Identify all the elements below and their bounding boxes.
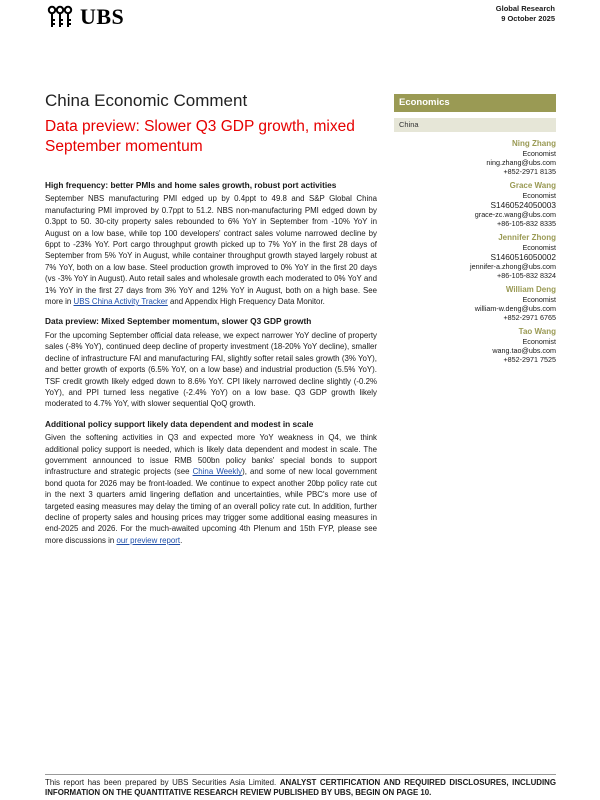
section-text-high-frequency [45,193,377,307]
author-name: Ning Zhang [512,139,556,148]
report-body [45,180,377,555]
author-entry [394,327,556,364]
section-text-policy-support [45,432,377,546]
author-email[interactable]: grace-zc.wang@ubs.com [474,210,556,219]
author-registration: S1460516050002 [490,252,556,262]
report-date: 9 October 2025 [501,14,555,23]
section-heading-data-preview: Data preview: Mixed September momentum, slower Q3 GDP growth [45,316,312,327]
author-role: Economist [522,337,556,346]
preview-report-link[interactable]: our preview report [116,535,181,545]
disclosure-footer [45,778,556,798]
author-email[interactable]: wang.tao@ubs.com [492,346,556,355]
author-phone: +852-2971 6765 [503,313,556,322]
department-label: Global Research [495,4,555,13]
author-role: Economist [522,149,556,158]
footer-bold-text: ANALYST CERTIFICATION AND REQUIRED DISCLOSURES, INCLUDING INFORMATION ON THE QUANTITATIVE RESEARCH REVIEW PUBLISHED BY UBS, BEGIN ON PAGE 10. [45,778,556,797]
page-title: China Economic Comment [45,91,248,110]
author-entry [394,233,556,280]
paragraph-text: September NBS manufacturing PMI edged up by 0.4ppt to 49.8 and S&P Global China manufacturing PMI improved by 0.7ppt to 51.2. NBS non-manufacturing PMI edged down by 0.3ppt to 50. 30-city property sales rebounded to 6% YoY in September from -10% YoY in August on a low base, while top 100 developers' contract sales volume narrowed decline by 6ppt to -23% YoY. Port cargo throughput growth picked up to 7% YoY in the first 28 days of September from 5% YoY in August, while container throughput growth stayed largely robust at 7% YoY, both on a low base. Steel production growth improved to 0% YoY in the first 20 days (vs -3% YoY in August). Auto retail sales and wholesale growth each moderated to 0% YoY and 1% YoY in the first 27 days from 3% YoY and 12% YoY in August, both on a high base. See more in [45,194,377,307]
author-name: Jennifer Zhong [498,233,556,242]
paragraph-text: and Appendix High Frequency Data Monitor. [167,297,325,307]
author-email[interactable]: ning.zhang@ubs.com [486,158,556,167]
author-name: William Deng [505,285,556,294]
page-subtitle: Data preview: Slower Q3 GDP growth, mixed September momentum [45,118,355,155]
section-heading-policy-support: Additional policy support likely data dependent and modest in scale [45,418,314,429]
author-name: Grace Wang [509,181,556,190]
ubs-logo [44,4,124,30]
author-role: Economist [522,295,556,304]
footer-text: This report has been prepared by UBS Securities Asia Limited. [45,778,280,787]
china-weekly-link[interactable]: China Weekly [192,467,243,477]
category-banner: Economics [394,94,556,112]
author-phone: +852-2971 8135 [503,167,556,176]
section-text-data-preview: For the upcoming September official data release, we expect narrower YoY decline of property sales (-8% YoY), continued deep decline of property investment (18-20% YoY decline), smaller decline of infrastructure FAI and manufacturing FAI, slightly softer retail sales growth (3% YoY), and better growth of exports (6.5% YoY, on a low base) and industrial production (5.5% YoY). TSF credit growth likely edged down to 8.6% YoY. CPI likely narrowed decline slightly (-0.2% YoY), and PPI turned less negative (-2.4% YoY) on a low base. Q3 GDP growth likely moderated to 4.7% YoY, with slower sequential QoQ growth. [45,330,377,409]
author-email[interactable]: jennifer-a.zhong@ubs.com [469,262,556,271]
author-entry [394,181,556,228]
author-registration: S1460524050003 [490,200,556,210]
author-phone: +852-2971 7525 [503,355,556,364]
author-phone: +86-105-832 8335 [497,219,556,228]
author-role: Economist [522,191,556,200]
author-name: Tao Wang [518,327,556,336]
region-banner: China [394,118,556,132]
keys-icon [44,4,76,30]
author-list [394,139,556,364]
activity-tracker-link[interactable]: UBS China Activity Tracker [73,297,168,307]
sidebar [394,94,556,369]
paragraph-text: . [180,535,183,545]
author-entry [394,285,556,322]
author-phone: +86-105-832 8324 [497,271,556,280]
footer-divider [45,774,556,775]
brand-name: UBS [80,4,125,29]
author-entry [394,139,556,176]
paragraph-text: Given the softening activities in Q3 and expected more YoY weakness in Q4, we think additional policy support is needed, which is likely data dependent and modest in scale. The government announced to issue RMB 500bn policy banks' special bonds to support infrastructure and strategic projects (see [45,433,377,477]
author-role: Economist [522,243,556,252]
section-heading-high-frequency: High frequency: better PMIs and home sales growth, robust port activities [45,180,337,190]
paragraph-text: ), and some of new local government bond quota for 2026 may be front-loaded. We continue to expect another 20bp policy rate cut in the next 3 quarters amid lingering deflation and uncertainties, while PBC's more use of targeted easing measures may delay the timing of an overall policy rate cut. In addition, further decline of property sales and housing prices may trigger some additional easing measures in end-2025 and 2026. For the much-awaited upcoming 4th Plenum and 15th FYP, please see more discussions in [45,467,377,545]
header-meta [496,4,555,24]
author-email[interactable]: william-w.deng@ubs.com [474,304,556,313]
